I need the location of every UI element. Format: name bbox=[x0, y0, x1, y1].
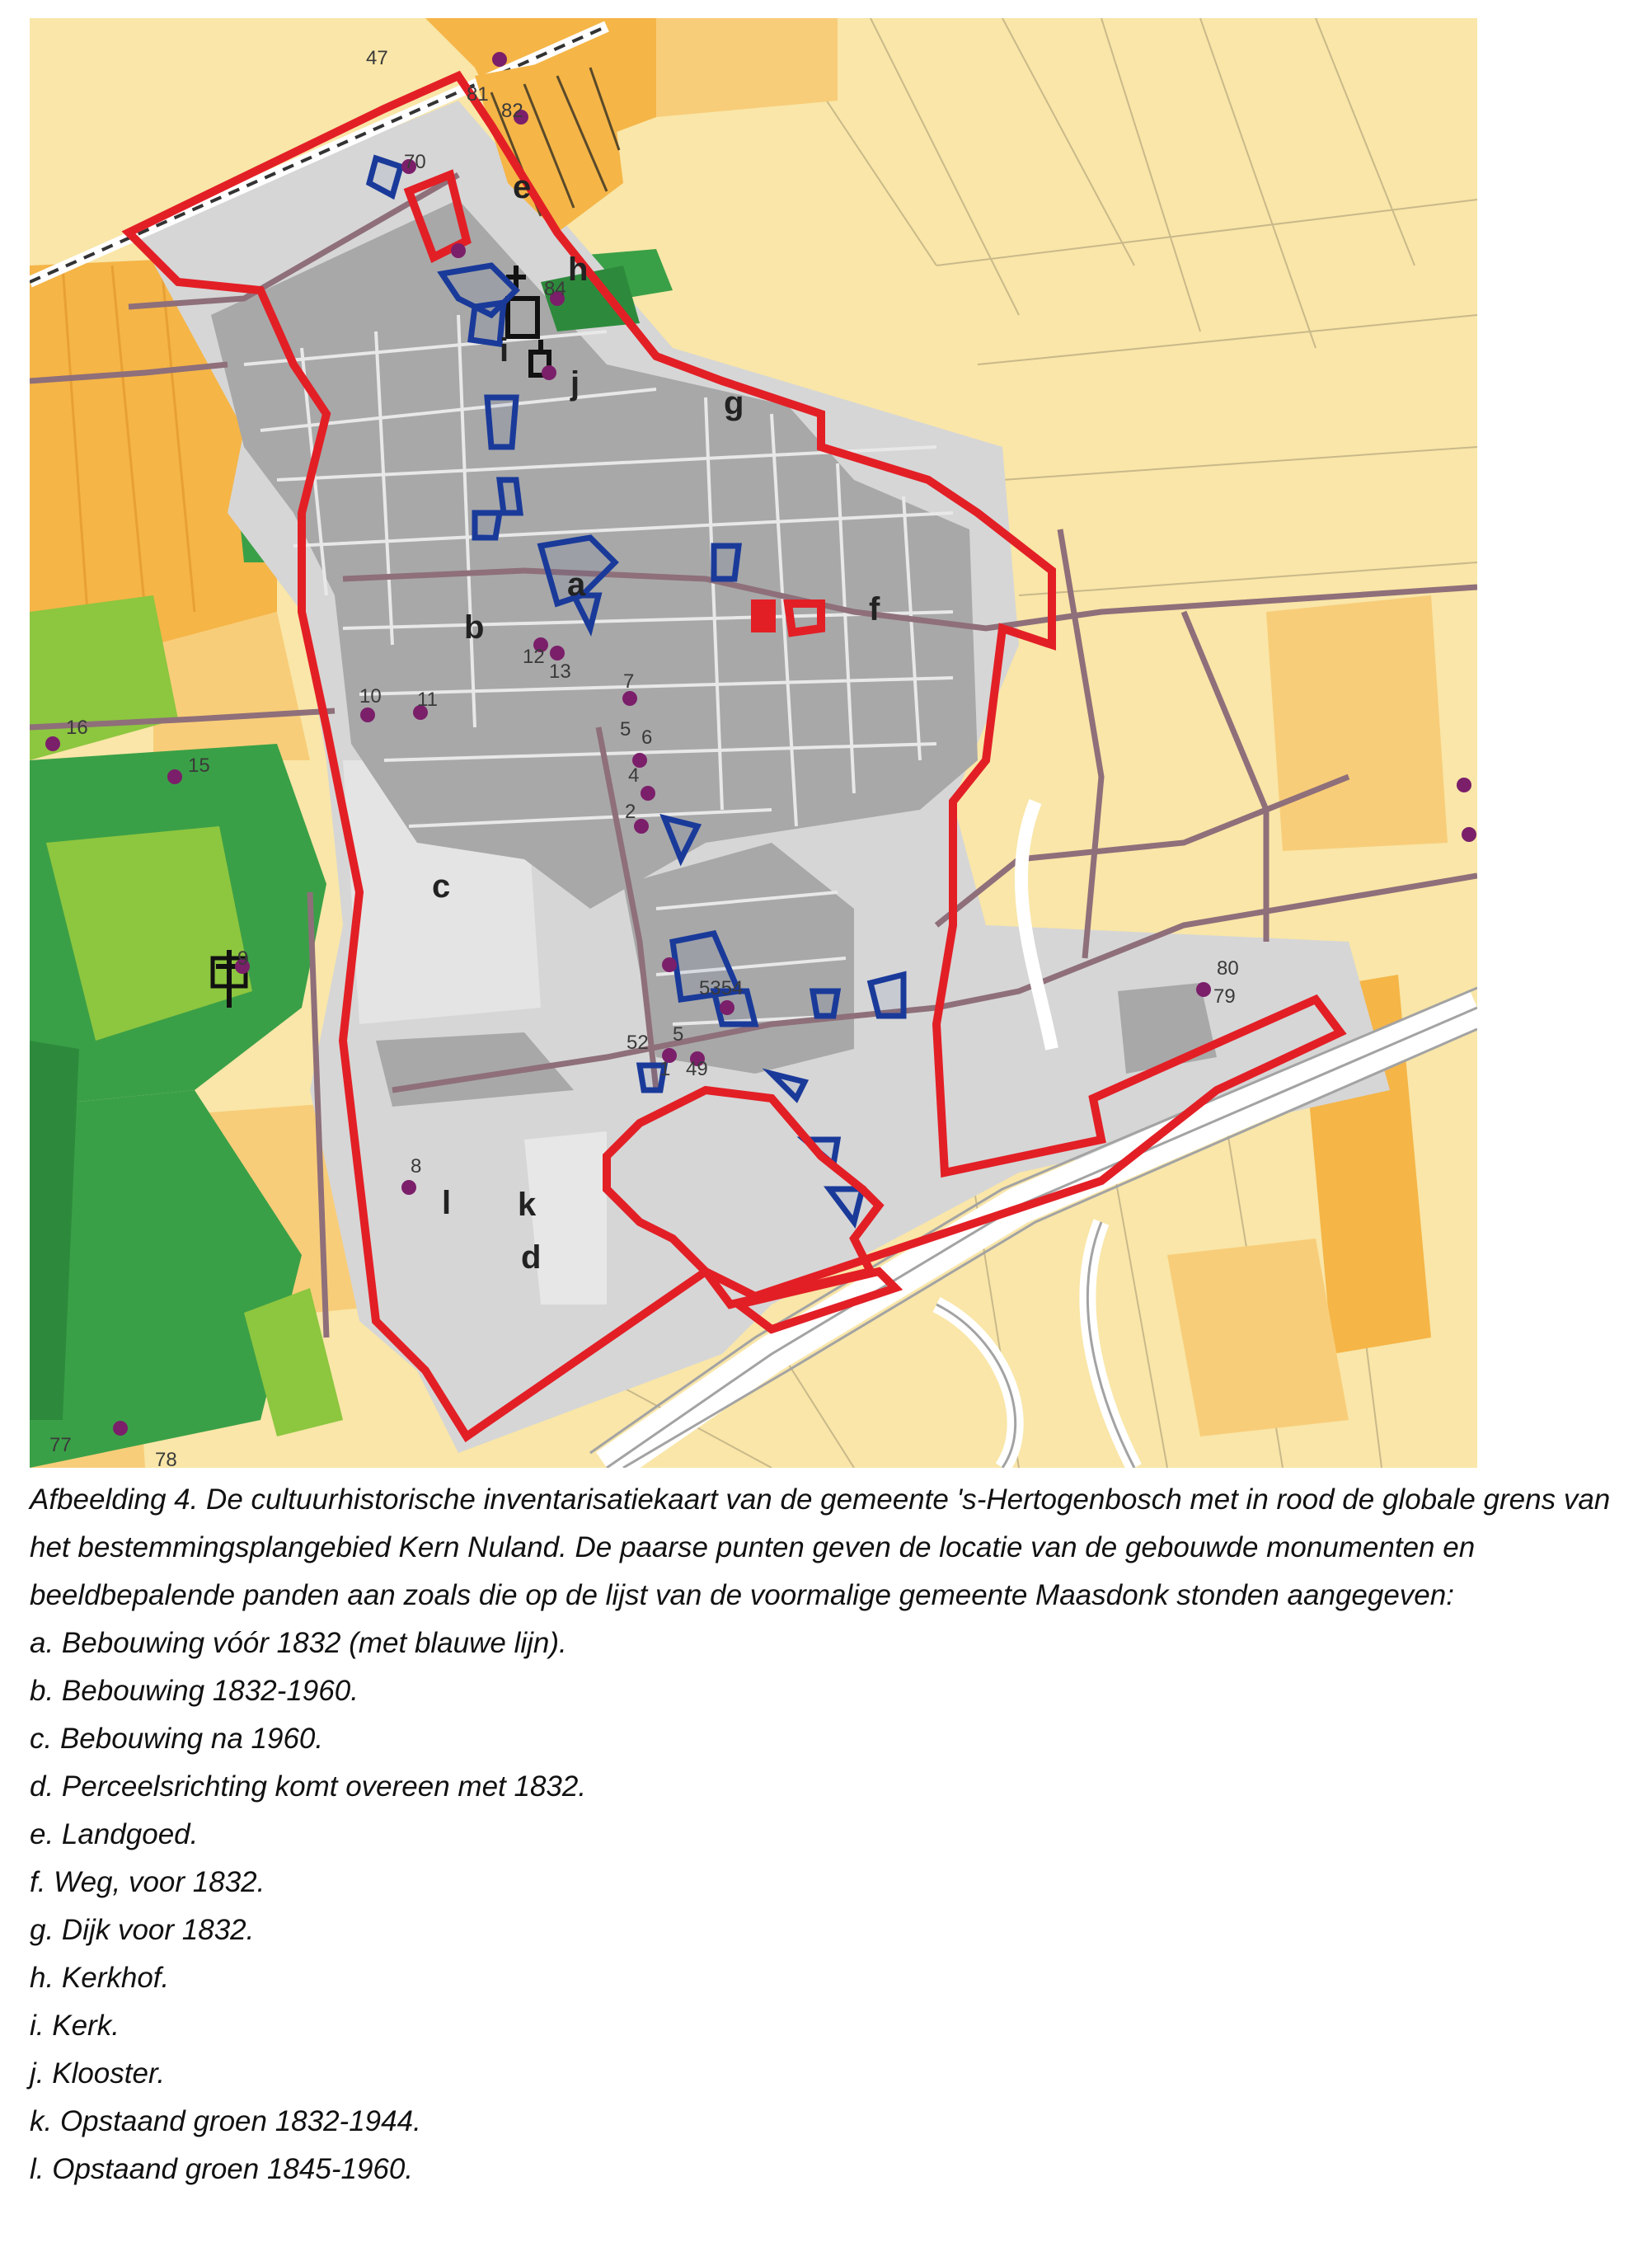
map-svg bbox=[30, 18, 1477, 1468]
monument-number-label: 16 bbox=[66, 717, 88, 739]
monument-number-label: 7 bbox=[623, 670, 635, 693]
legend-item-j: j. Klooster. bbox=[30, 2057, 166, 2090]
legend-item-c: c. Bebouwing na 1960. bbox=[30, 1723, 324, 1755]
label-d: d bbox=[521, 1239, 542, 1276]
monument-number-label: 80 bbox=[1217, 957, 1239, 980]
monument-number-label: 5 bbox=[673, 1023, 684, 1046]
label-h: h bbox=[568, 252, 589, 288]
legend-item-f: f. Weg, voor 1832. bbox=[30, 1866, 265, 1898]
monument-number-label: 5 bbox=[620, 718, 631, 740]
legend-item-l: l. Opstaand groen 1845-1960. bbox=[30, 2153, 414, 2185]
label-f: f bbox=[869, 591, 880, 628]
monument-number-label: 6 bbox=[641, 726, 653, 749]
legend-item-b: b. Bebouwing 1832-1960. bbox=[30, 1675, 359, 1707]
monument-number-label: 77 bbox=[49, 1434, 72, 1456]
monument-number-label: 12 bbox=[523, 646, 545, 668]
monument-number-label: 11 bbox=[417, 689, 438, 711]
monument-number-label: 13 bbox=[549, 661, 571, 683]
legend-list bbox=[30, 1620, 1629, 2193]
label-i: i bbox=[500, 332, 509, 369]
monument-number-label: 47 bbox=[366, 47, 388, 69]
legend-item-k: k. Opstaand groen 1832-1944. bbox=[30, 2105, 421, 2137]
monument-number-label: 9 bbox=[237, 947, 249, 970]
monument-number-label: 4 bbox=[628, 764, 640, 787]
legend-item-g: g. Dijk voor 1832. bbox=[30, 1914, 255, 1946]
legend-item-d: d. Perceelsrichting komt overeen met 1832. bbox=[30, 1770, 587, 1803]
caption-intro: Afbeelding 4. De cultuurhistorische inventarisatiekaart van de gemeente 's-Hertogenbosch met in rood de globale grens van het bestemmingsplangebied Kern Nuland. De paarse punten geven de locatie van de gebouwde monumenten en beeldbepalende panden aan zoals die op de lijst van de voormalige gemeente Maasdonk stonden aangegeven: bbox=[30, 1483, 1611, 1611]
legend-item-i: i. Kerk. bbox=[30, 2010, 120, 2042]
monument-number-label: 81 bbox=[467, 83, 489, 106]
monument-number-label: 10 bbox=[359, 685, 382, 708]
figure-caption bbox=[30, 1476, 1629, 2193]
monument-number-label: 78 bbox=[155, 1449, 177, 1468]
label-g: g bbox=[724, 385, 744, 421]
monument-number-label: 49 bbox=[686, 1058, 708, 1080]
legend-item-a: a. Bebouwing vóór 1832 (met blauwe lijn). bbox=[30, 1627, 567, 1659]
monument-number-label: 52 bbox=[627, 1032, 649, 1054]
label-k: k bbox=[518, 1187, 537, 1223]
label-j: j bbox=[570, 365, 580, 402]
label-b: b bbox=[464, 609, 485, 646]
label-l: l bbox=[442, 1185, 452, 1221]
monument-number-label: 84 bbox=[544, 278, 566, 300]
monument-number-label: 5354 bbox=[699, 977, 744, 999]
monument-number-label: 1 bbox=[659, 1058, 671, 1080]
label-a: a bbox=[567, 566, 586, 603]
cultural-history-map bbox=[30, 18, 1477, 1468]
monument-number-label: 15 bbox=[188, 755, 210, 777]
monument-number-label: 82 bbox=[501, 100, 523, 122]
legend-item-h: h. Kerkhof. bbox=[30, 1962, 170, 1994]
label-c: c bbox=[432, 868, 451, 905]
monument-number-label: 8 bbox=[411, 1155, 422, 1178]
monument-number-label: 79 bbox=[1213, 985, 1236, 1008]
legend-item-e: e. Landgoed. bbox=[30, 1818, 199, 1850]
label-e: e bbox=[513, 169, 532, 205]
monument-number-label: 70 bbox=[404, 151, 426, 173]
monument-number-label: 2 bbox=[625, 801, 636, 823]
